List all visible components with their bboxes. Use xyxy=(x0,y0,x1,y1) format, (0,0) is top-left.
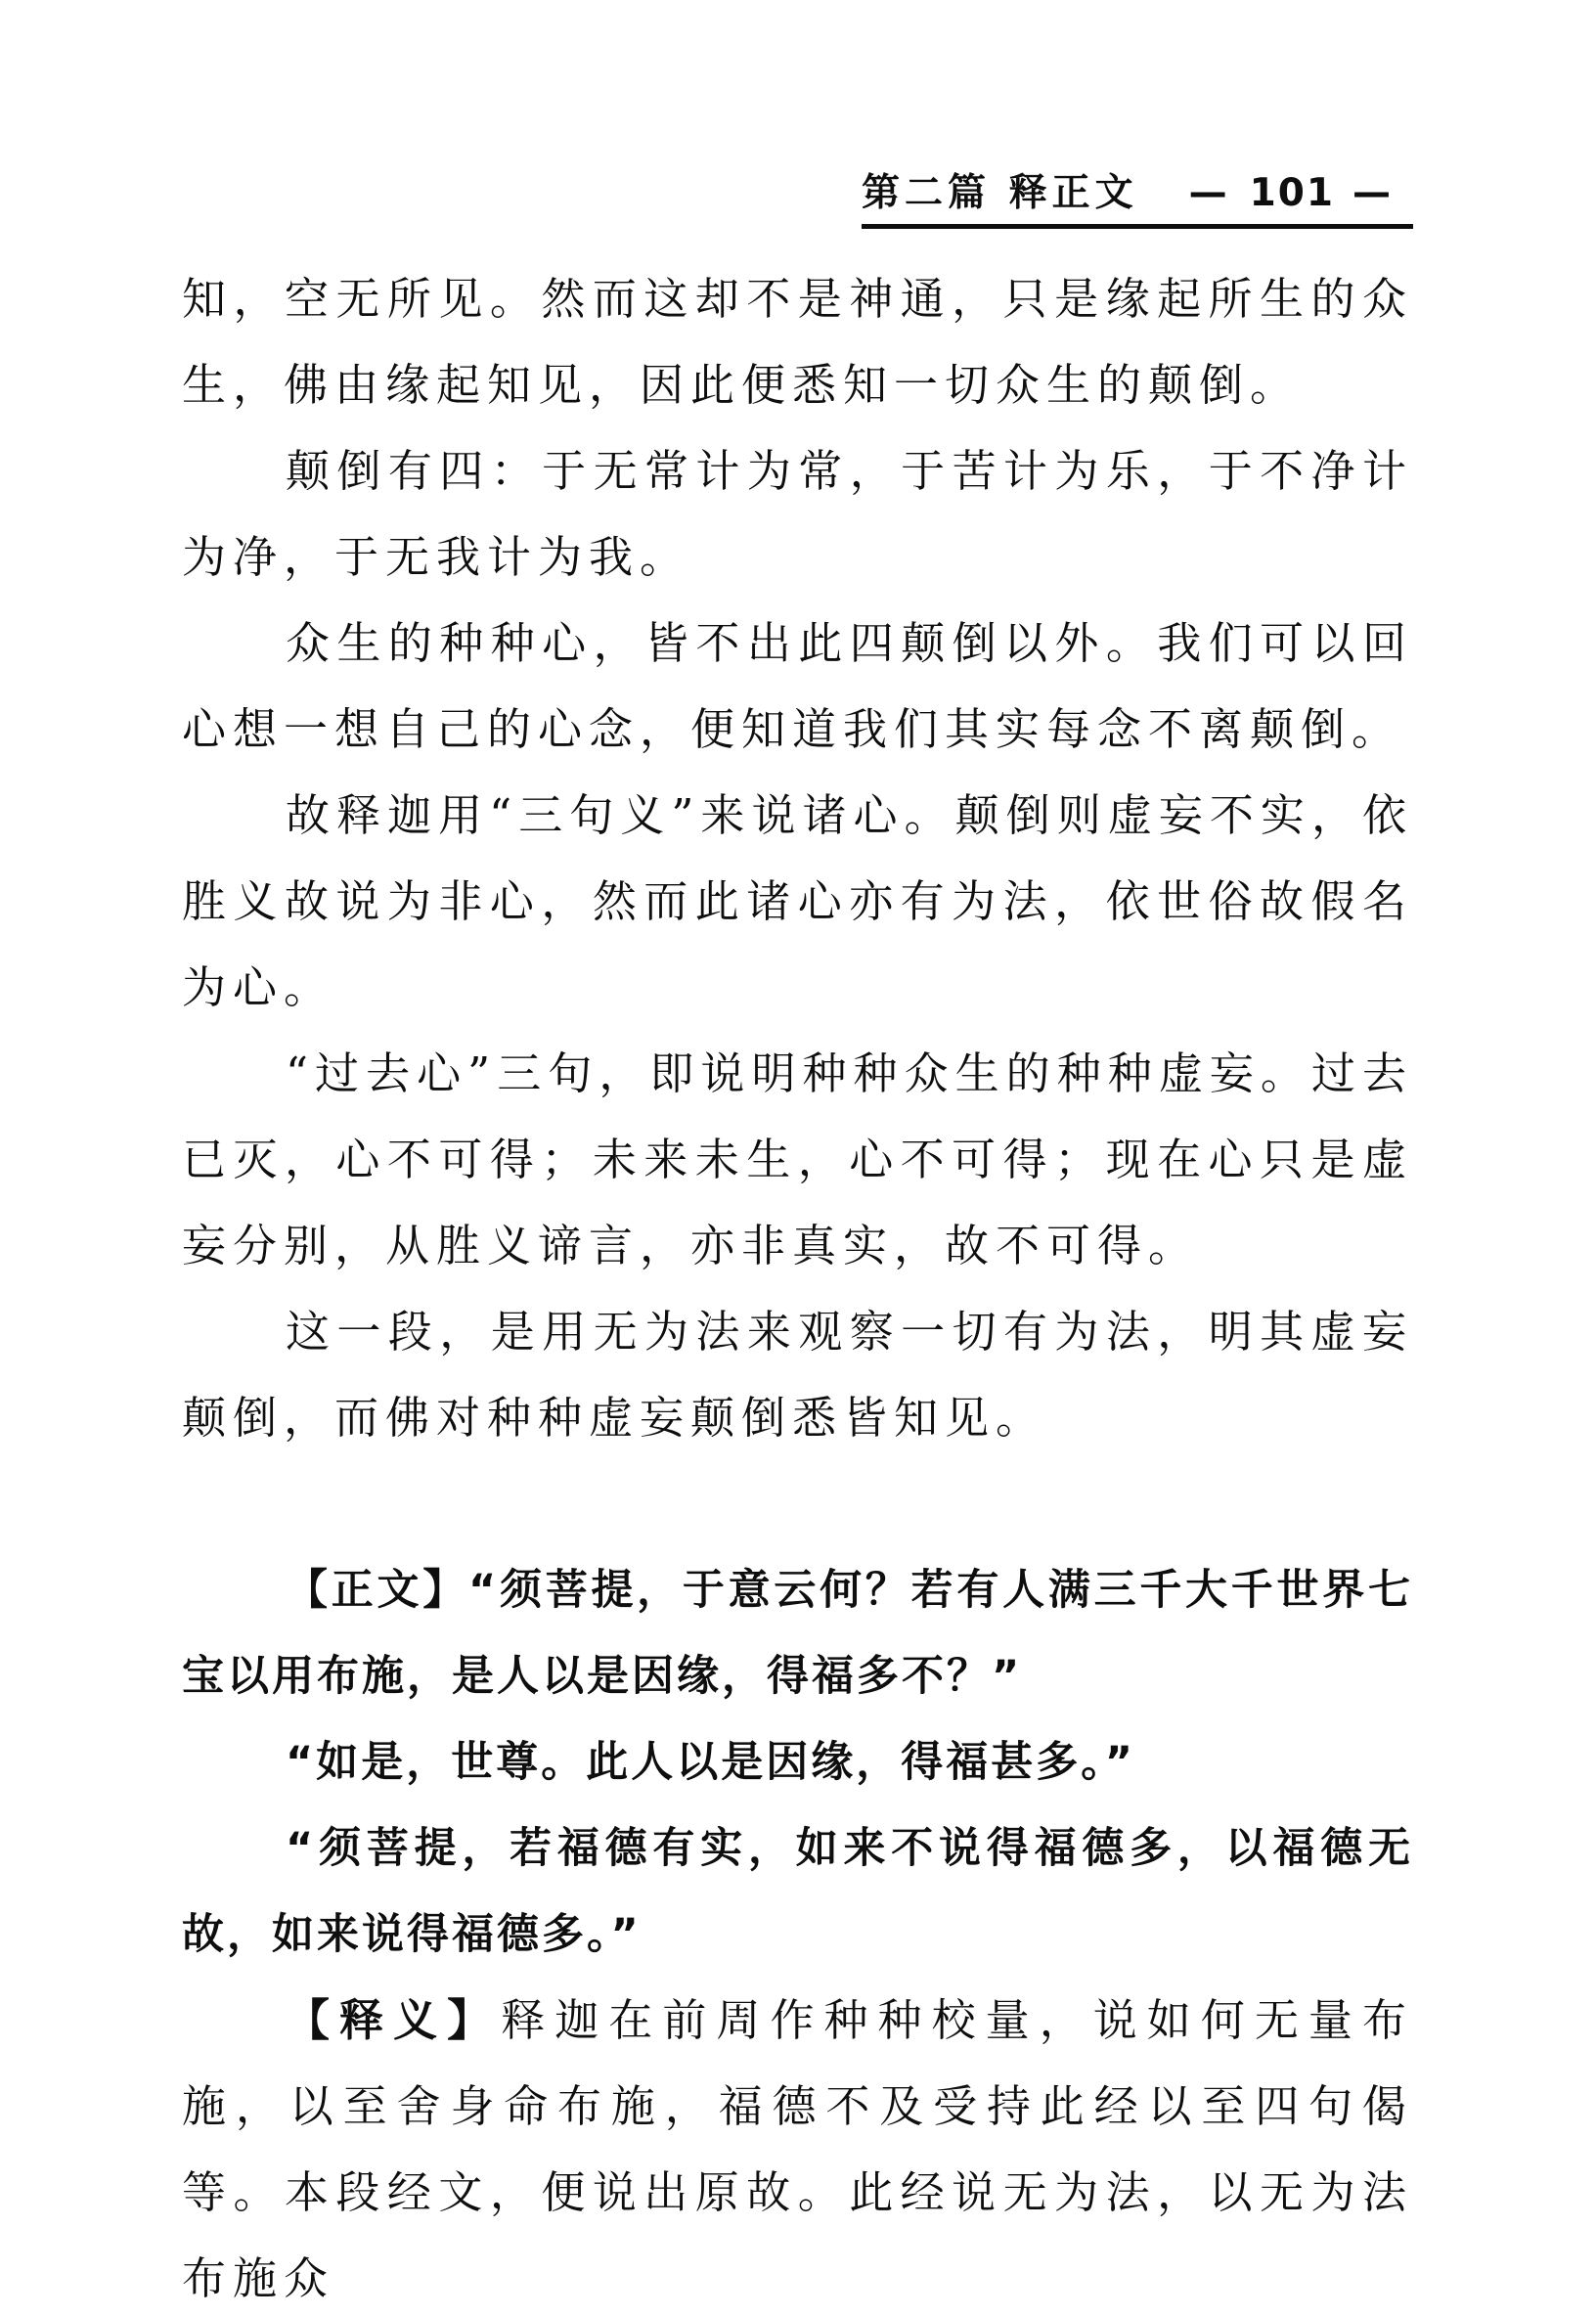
paragraph-continuation xyxy=(182,256,1413,428)
paragraph-text: 释迦在前周作种种校量，说如何无量布施，以至舍身命布施，福德不及受持此经以至四句偈等。本段经文，便说出原故。此经说无为法，以无为法布施众 xyxy=(182,1994,1413,2304)
header-dash-right: — xyxy=(1352,171,1396,215)
paragraph-text: 这一段，是用无为法来观察一切有为法，明其虚妄颠倒，而佛对种种虚妄颠倒悉皆知见。 xyxy=(182,1306,1413,1444)
sutra-paragraph xyxy=(182,1719,1413,1805)
header-dash-left: — xyxy=(1188,171,1232,215)
section-marker-shiyi: 【释义】 xyxy=(286,1994,502,2046)
paragraph xyxy=(182,428,1413,601)
paragraph-text: “须菩提，若福德有实，如来不说得福德多，以福德无故，如来说得福德多。” xyxy=(182,1824,1413,1959)
paragraph xyxy=(182,601,1413,773)
paragraph-text: “过去心”三句，即说明种种众生的种种虚妄。过去已灭，心不可得；未来未生，心不可得；现在心只是虚妄分别，从胜义谛言，亦非真实，故不可得。 xyxy=(182,1047,1413,1271)
paragraph xyxy=(182,1289,1413,1461)
header-chapter-title: 第二篇 释正文 xyxy=(862,171,1138,215)
paragraph-text: 知，空无所见。然而这却不是神通，只是缘起所生的众生，佛由缘起知见，因此便悉知一切众生的颠倒。 xyxy=(182,273,1413,411)
paragraph-text: 颠倒有四：于无常计为常，于苦计为乐，于不净计为净，于无我计为我。 xyxy=(182,445,1413,583)
paragraph-shiyi xyxy=(182,1978,1413,2316)
paragraph-text: “须菩提，于意云何？若有人满三千大千世界七宝以用布施，是人以是因缘，得福多不？” xyxy=(182,1566,1414,1701)
paragraph xyxy=(182,773,1413,1031)
paragraph-text: “如是，世尊。此人以是因缘，得福甚多。” xyxy=(286,1738,1136,1787)
page-content xyxy=(182,256,1413,2316)
section-marker-zhengwen: 【正文】 xyxy=(286,1566,468,1615)
running-header xyxy=(862,171,1413,229)
paragraph-text: 故释迦用“三句义”来说诸心。颠倒则虚妄不实，依胜义故说为非心，然而此诸心亦有为法，依世俗故假名为心。 xyxy=(182,789,1413,1013)
sutra-paragraph xyxy=(182,1805,1413,1978)
paragraph xyxy=(182,1031,1413,1289)
paragraph-text: 众生的种种心，皆不出此四颠倒以外。我们可以回心想一想自己的心念，便知道我们其实每念不离颠倒。 xyxy=(182,617,1413,755)
sutra-paragraph xyxy=(182,1547,1413,1719)
header-page-number: 101 xyxy=(1249,171,1335,215)
